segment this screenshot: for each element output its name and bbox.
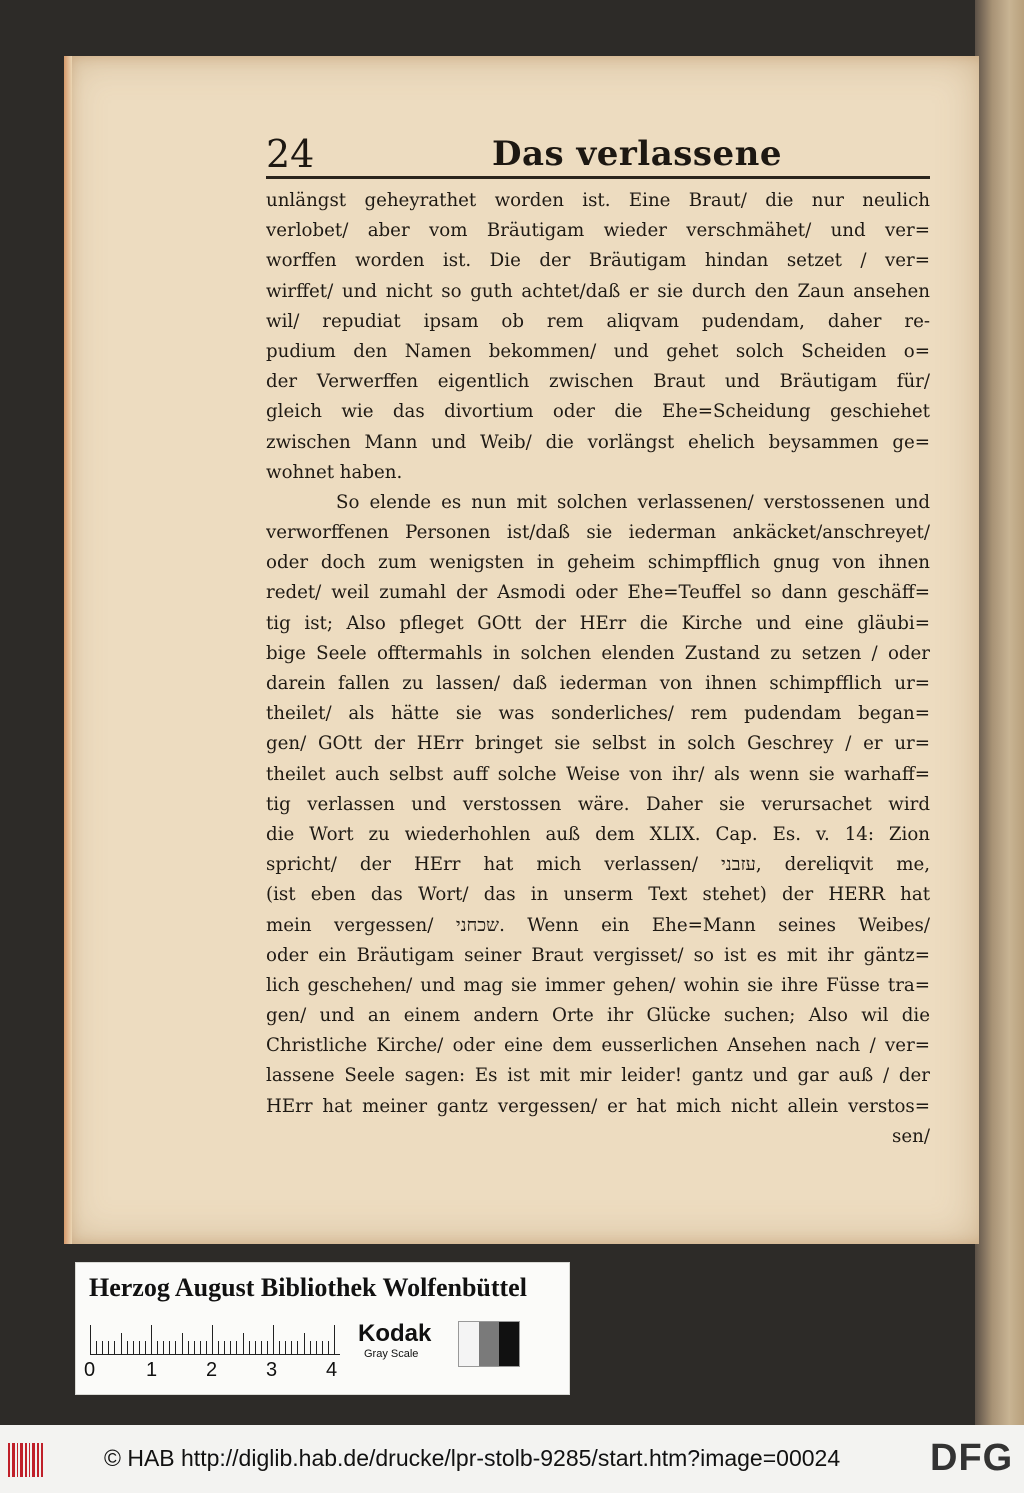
text-line: worffen worden ist. Die der Bräutigam hindan setzet / ver= xyxy=(266,250,930,272)
footer-bar xyxy=(0,1425,1024,1493)
ruler-tick xyxy=(243,1333,244,1355)
ruler-tick xyxy=(328,1341,329,1355)
text-line: mein vergessen/ שכחני. Wenn ein Ehe=Mann seines Weibes/ xyxy=(266,914,930,936)
ruler-tick xyxy=(230,1341,231,1355)
text-line: (ist eben das Wort/ das in unserm Text stehet) der HERR hat xyxy=(266,884,930,906)
ruler-tick xyxy=(145,1341,146,1355)
ruler-tick xyxy=(334,1325,335,1355)
ruler-tick xyxy=(114,1341,115,1355)
text-line: spricht/ der HErr hat mich verlassen/ עזבני, dereliqvit me, xyxy=(266,854,930,876)
text-line: oder ein Bräutigam seiner Braut vergisset/ so ist es mit ihr gäntz= xyxy=(266,944,930,966)
library-scale-label xyxy=(75,1262,570,1395)
text-line: lassene Seele sagen: Es ist mit mir leider! gantz und gar auß / der xyxy=(266,1065,930,1087)
ruler-number-4: 4 xyxy=(326,1359,338,1381)
ruler-tick xyxy=(96,1341,97,1355)
text-line: tig verlassen und verstossen wäre. Daher sie verursachet wird xyxy=(266,793,930,815)
ruler-tick xyxy=(102,1341,103,1355)
ruler-tick xyxy=(212,1325,213,1355)
ruler-tick xyxy=(182,1333,183,1355)
header-rule xyxy=(266,176,930,179)
ruler-tick xyxy=(267,1341,268,1355)
ruler-tick xyxy=(169,1341,170,1355)
text-line: gen/ GOtt der HErr bringet sie selbst in solch Geschrey / er ur= xyxy=(266,733,930,755)
text-line: bige Seele offtermahls in solchen elenden Zustand zu setzen / oder xyxy=(266,642,930,664)
text-line: gleich wie das divortium oder die Ehe=Scheidung geschiehet xyxy=(266,401,930,423)
text-line: zwischen Mann und Weib/ die vorlängst ehelich beysammen ge= xyxy=(266,431,930,453)
text-line: verlobet/ aber vom Bräutigam wieder verschmähet/ und ver= xyxy=(266,220,930,242)
page-edge xyxy=(64,56,72,1244)
gray-patch-mid xyxy=(479,1322,499,1366)
ruler-tick xyxy=(322,1341,323,1355)
ruler-tick xyxy=(255,1341,256,1355)
text-line: theilet/ als hätte sie was sonderliches/ rem pudendam began= xyxy=(266,703,930,725)
ruler-tick xyxy=(218,1341,219,1355)
gray-patch-white xyxy=(459,1322,479,1366)
ruler-tick xyxy=(139,1341,140,1355)
gray-scale-caption: Gray Scale xyxy=(364,1348,419,1360)
ruler-tick xyxy=(175,1341,176,1355)
ruler-tick xyxy=(133,1341,134,1355)
ruler-tick xyxy=(163,1341,164,1355)
text-line: theilet auch selbst auff solche Weise von ihr/ als wenn sie warhaff= xyxy=(266,763,930,785)
ruler-number-1: 1 xyxy=(146,1359,158,1381)
ruler-tick xyxy=(127,1341,128,1355)
ruler-number-0: 0 xyxy=(84,1359,96,1381)
ruler-number-3: 3 xyxy=(266,1359,278,1381)
text-line: lich geschehen/ und mag sie immer gehen/ wohin sie ihre Füsse tra= xyxy=(266,974,930,996)
text-line: unlängst geheyrathet worden ist. Eine Braut/ die nur neulich xyxy=(266,190,930,211)
ruler-tick xyxy=(236,1341,237,1355)
text-line: oder doch zum wenigsten in geheim schimpfflich gnug von ihnen xyxy=(266,552,930,574)
text-line: Christliche Kirche/ oder eine dem eusserlichen Ansehen nach / ver= xyxy=(266,1035,930,1057)
body-text xyxy=(266,186,930,1152)
ruler-tick xyxy=(108,1341,109,1355)
ruler-tick xyxy=(200,1341,201,1355)
text-line: gen/ und an einem andern Orte ihr Glücke suchen; Also wil die xyxy=(266,1005,930,1027)
ruler-tick xyxy=(121,1333,122,1355)
dfg-logo: DFG xyxy=(930,1437,1014,1479)
text-line: So elende es nun mit solchen verlassenen/ verstossenen und xyxy=(336,491,930,513)
ruler-tick xyxy=(304,1333,305,1355)
library-name: Herzog August Bibliothek Wolfenbüttel xyxy=(89,1273,527,1302)
text-line: darein fallen zu lassen/ daß iederman von ihnen schimpfflich ur= xyxy=(266,673,930,694)
page-number: 24 xyxy=(266,132,315,176)
page-header xyxy=(266,132,930,178)
text-line: wirffet/ und nicht so guth achtet/daß er sie durch den Zaun ansehen xyxy=(266,280,930,302)
ruler-tick xyxy=(206,1341,207,1355)
ruler-tick xyxy=(90,1325,91,1355)
ruler-tick xyxy=(249,1341,250,1355)
text-line: tig ist; Also pfleget GOtt der HErr die Kirche und eine gläubi= xyxy=(266,612,930,634)
ruler-tick xyxy=(194,1341,195,1355)
ruler-tick xyxy=(273,1325,274,1355)
ruler-tick xyxy=(261,1341,262,1355)
ruler-tick xyxy=(310,1341,311,1355)
kodak-logo: Kodak xyxy=(358,1320,432,1347)
text-line: der Verwerffen eigentlich zwischen Braut und Bräutigam für/ xyxy=(266,371,930,393)
gray-patch-black xyxy=(499,1322,519,1366)
ruler-scale xyxy=(90,1321,340,1355)
text-line: wil/ repudiat ipsam ob rem aliqvam pudendam, daher re- xyxy=(266,310,930,332)
ruler-tick xyxy=(279,1341,280,1355)
ruler-tick xyxy=(285,1341,286,1355)
running-head: Das verlassene xyxy=(492,134,783,174)
ruler-tick xyxy=(157,1341,158,1355)
text-line: HErr hat meiner gantz vergessen/ er hat mich nicht allein verstos= xyxy=(266,1095,930,1117)
hab-barcode-icon xyxy=(8,1443,48,1477)
copyright-url[interactable]: © HAB http://diglib.hab.de/drucke/lpr-stolb-9285/start.htm?image=00024 xyxy=(104,1445,841,1471)
text-line: wohnet haben. xyxy=(266,461,403,483)
text-line: redet/ weil zumahl der Asmodi oder Ehe=Teuffel so dann geschäff= xyxy=(266,582,930,604)
catchword: sen/ xyxy=(892,1125,930,1147)
ruler-tick xyxy=(297,1341,298,1355)
facing-page-edge xyxy=(975,0,1024,1425)
gray-scale-patches xyxy=(458,1321,520,1367)
text-line: verworffenen Personen ist/daß sie iederman ankäcket/anschreyet/ xyxy=(266,522,930,544)
ruler-tick xyxy=(188,1341,189,1355)
ruler-tick xyxy=(224,1341,225,1355)
text-line: die Wort zu wiederhohlen auß dem XLIX. Cap. Es. v. 14: Zion xyxy=(266,823,930,845)
ruler-tick xyxy=(151,1325,152,1355)
ruler-number-2: 2 xyxy=(206,1359,218,1381)
ruler-tick xyxy=(316,1341,317,1355)
ruler-tick xyxy=(291,1341,292,1355)
text-line: pudium den Namen bekommen/ und gehet solch Scheiden o= xyxy=(266,340,930,362)
